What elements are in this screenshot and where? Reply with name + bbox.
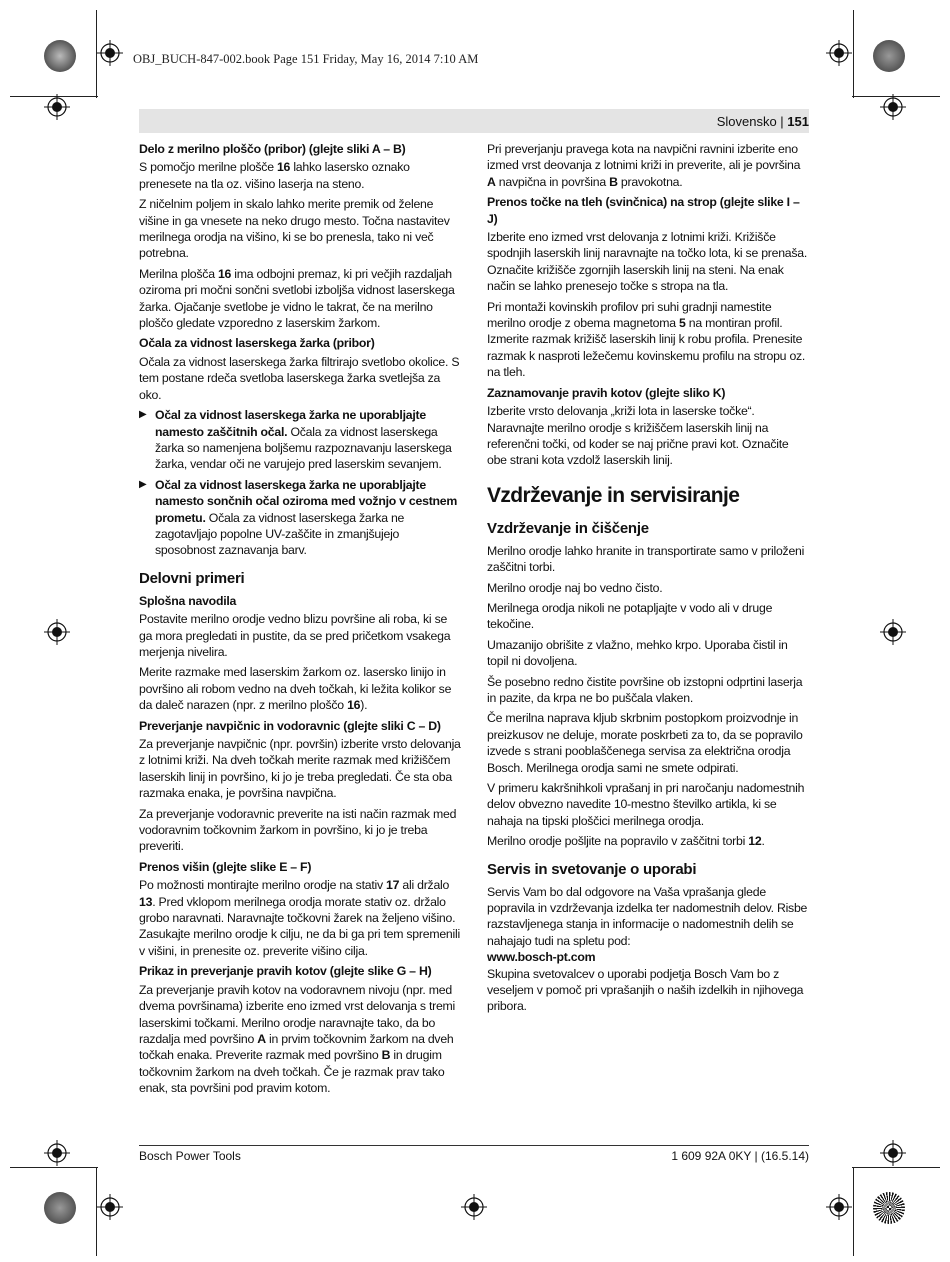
paragraph: Z ničelnim poljem in skalo lahko merite premik od želene višine in ga vnesete na neko drugo mesto. Točna nastavitev merilnega orodja na višino, ki se bo prenesla, tako ni več potrebna. — [139, 197, 450, 261]
registration-mark-icon — [826, 1194, 852, 1220]
paragraph: S pomočjo merilne plošče 16 lahko lasersko oznako prenesete na tla oz. višino laserja na steno. — [139, 160, 410, 191]
page-number: 151 — [787, 114, 809, 129]
website-link[interactable]: www.bosch-pt.com — [487, 950, 596, 965]
paragraph: V primeru kakršnihkoli vprašanj in pri naročanju nadomestnih delov obvezno navedite 10-mestno številko artikla, ki se nahaja na tipski ploščici merilnega orodja. — [487, 781, 805, 828]
paragraph: Izberite eno izmed vrst delovanja z lotnimi križi. Križišče spodnjih laserskih linij naravnajte na točko lota, ki se prenaša. Označite križišče zgornjih laserskih linij na steni. Na enak način se lahko prenesejo točke s stropa na tla. — [487, 230, 808, 294]
print-slug-line: OBJ_BUCH-847-002.book Page 151 Friday, May 16, 2014 7:10 AM — [133, 52, 479, 66]
paragraph: Za preverjanje vodoravnic preverite na isti način razmak med vodoravnim točkovnim žarkom in površino, ki jo je treba preveriti. — [139, 806, 457, 854]
section-heading: Splošna navodila — [139, 593, 237, 608]
warning-bullet: ▶ Očal za vidnost laserskega žarka ne uporabljajte namesto sončnih očal oziroma med vožnjo v cestnem prometu. Očala za vidnost laserskega žarka ne zagotavljajo popolne UV-zaščite in zmanjšujejo sposobnost zaznavanja barv. — [139, 477, 458, 558]
paragraph: Za preverjanje pravih kotov na vodoravnem nivoju (npr. med dvema površinama) izberite eno izmed vrst delovanja s tremi laserskimi točkami. Merilno orodje naravnajte tako, da bo razdalja med površino A in prvim točkovnim žarkom na dveh točkah enaka. Preverite razmak med površino B in drugim točkovnim žarkom na dveh točkah. Če je razmak prav tako enak, sta površini pod pravim kotom. — [139, 982, 456, 1096]
registration-mark-icon — [97, 40, 123, 66]
section-heading: Vzdrževanje in čiščenje — [487, 519, 649, 537]
triangle-bullet-icon: ▶ — [139, 478, 147, 490]
paragraph: Izberite vrsto delovanja „križi lota in laserske točke“. Naravnajte merilno orodje s križiščem laserskih linij na referenčni točki, od koder se naj prične pravi kot. Označite obe strani kota vzdolž laserskih linij. — [487, 404, 789, 468]
paragraph: Merilno orodje lahko hranite in transportirate samo v priloženi zaščitni torbi. — [487, 543, 805, 575]
crop-mark — [853, 10, 854, 98]
paragraph: Merilnega orodja nikoli ne potapljajte v vodo ali v druge tekočine. — [487, 600, 773, 632]
registration-mark-icon — [461, 1194, 487, 1220]
footer-publisher: Bosch Power Tools — [139, 1149, 241, 1163]
crop-mark — [853, 1168, 854, 1256]
header-bar — [139, 109, 809, 133]
section-heading: Delovni primeri — [139, 569, 245, 587]
section-heading: Očala za vidnost laserskega žarka (pribor) — [139, 336, 375, 351]
registration-mark-icon — [880, 94, 906, 120]
paragraph: Merilna plošča 16 ima odbojni premaz, ki pri večjih razdaljah oziroma pri močni sončni svetlobi izboljša vidnost laserskega žarka. Ojačanje svetlobe je vidno le takrat, če na merilno ploščo gledate vzporedno z laserskim žarkom. — [139, 266, 455, 331]
warning-bullet: ▶ Očal za vidnost laserskega žarka ne uporabljajte namesto zaščitnih očal. Očala za vidnost laserskega žarka so namenjena boljšemu razpoznavanju laserskega žarka, vendar oči ne varujejo pred laserskim sevanjem. — [139, 408, 452, 472]
registration-mark-icon — [44, 94, 70, 120]
section-heading: Preverjanje navpičnic in vodoravnic (glejte sliki C – D) — [139, 718, 441, 733]
paragraph: Po možnosti montirajte merilno orodje na stativ 17 ali držalo 13. Pred vklopom merilnega orodja morate stativ oz. držalo grobo naravnati. Naravnajte točkovni žarek na željeno višino. Zasukajte merilno orodje k cilju, ne da bi ga pri tem spremenili v višini, in prenesite oz. preverite višino cilja. — [139, 878, 460, 958]
registration-mark-icon — [44, 619, 70, 645]
starburst-target-icon — [873, 1192, 905, 1224]
chapter-heading: Vzdrževanje in servisiranje — [487, 483, 740, 507]
paragraph: Postavite merilno orodje vedno blizu površine ali roba, ki se ga mora pregledati in pustite, da se pred pričetkom vsakega merjenja nivelira. — [139, 612, 451, 659]
section-heading: Zaznamovanje pravih kotov (glejte sliko K) — [487, 385, 726, 400]
section-heading: Prenos točke na tleh (svinčnica) na strop (glejte slike I – J) — [487, 195, 800, 226]
paragraph: Merilno orodje pošljite na popravilo v zaščitni torbi 12. — [487, 834, 765, 849]
crop-mark — [10, 1167, 98, 1168]
left-column — [139, 141, 462, 1101]
section-heading: Prenos višin (glejte slike E – F) — [139, 859, 312, 874]
header-language: Slovensko — [716, 114, 777, 129]
paragraph: Pri preverjanju pravega kota na navpični ravnini izberite eno izmed vrst deovanja z lotnimi križi in preverite, ali je površina A navpična in površina B pravokotna. — [487, 142, 801, 189]
footer-code: 1 609 92A 0KY | (16.5.14) — [671, 1149, 809, 1163]
paragraph: Umazanijo obrišite z vlažno, mehko krpo. Uporaba čistil in topil ni dovoljena. — [487, 637, 788, 669]
header-separator: | — [776, 114, 788, 129]
registration-mark-icon — [880, 1140, 906, 1166]
page-header — [717, 114, 809, 129]
section-heading: Prikaz in preverjanje pravih kotov (glejte slike G – H) — [139, 964, 432, 979]
triangle-bullet-icon: ▶ — [139, 409, 147, 421]
right-column — [487, 141, 810, 1019]
registration-mark-icon — [97, 1194, 123, 1220]
section-heading: Servis in svetovanje o uporabi — [487, 860, 697, 878]
registration-mark-icon — [44, 1140, 70, 1166]
paragraph: Očala za vidnost laserskega žarka filtrirajo svetlobo okolice. S tem postane rdeča svetloba laserskega žarka svetlejša za oko. — [139, 354, 460, 402]
paragraph: Če merilna naprava kljub skrbnim postopkom proizvodnje in preizkusov ne deluje, morate poskrbeti za to, da se popravilo izvede s strani pooblaščenega servisa za električna orodja Bosch. Merilnega orodja sami ne smete odpirati. — [487, 711, 803, 775]
color-target-icon — [44, 1192, 76, 1224]
paragraph: Še posebno redno čistite površine ob izstopni odprtini laserja in pazite, da krpa ne bo puščala vlaken. — [487, 674, 803, 705]
paragraph: Pri montaži kovinskih profilov pri suhi gradnji namestite merilno orodje z obema magnetoma 5 na montiran profil. Izmerite razmak križišč laserskih linij k robu profila. Prenesite razmak k nasproti ležečemu kovinskemu profilu na stropu oz. na tleh. — [487, 299, 806, 380]
color-target-icon — [873, 40, 905, 72]
registration-mark-icon — [826, 40, 852, 66]
paragraph: Servis Vam bo dal odgovore na Vaša vprašanja glede popravila in vzdrževanja izdelka ter nadomestnih delov. Risbe razstavljenega stanja in informacije o nadomestnih delih se nahajajo tudi na spletu pod: — [487, 884, 808, 948]
paragraph: Merite razmake med laserskim žarkom oz. lasersko linijo in površino ali robom vedno na dveh točkah, ki ležita kolikor se da daleč narazen (npr. z merilno ploščo 16). — [139, 665, 452, 713]
footer-rule — [139, 1145, 809, 1146]
section-heading: Delo z merilno ploščo (pribor) (glejte sliki A – B) — [139, 142, 406, 156]
paragraph: Skupina svetovalcev o uporabi podjetja Bosch Vam bo z veseljem v pomoč pri vprašanjih o naših izdelkih in njihovega pribora. — [487, 966, 804, 1014]
crop-mark — [852, 1167, 940, 1168]
paragraph: Za preverjanje navpičnic (npr. površin) izberite vrsto delovanja z lotnimi križi. Na dveh točkah merite razmak med križiščem laserskih linij in površino, ki jo je treba pregledati. Če sta oba razmaka enaka, je površina navpična. — [139, 737, 461, 801]
paragraph: Merilno orodje naj bo vedno čisto. — [487, 580, 663, 595]
registration-mark-icon — [880, 619, 906, 645]
color-target-icon — [44, 40, 76, 72]
